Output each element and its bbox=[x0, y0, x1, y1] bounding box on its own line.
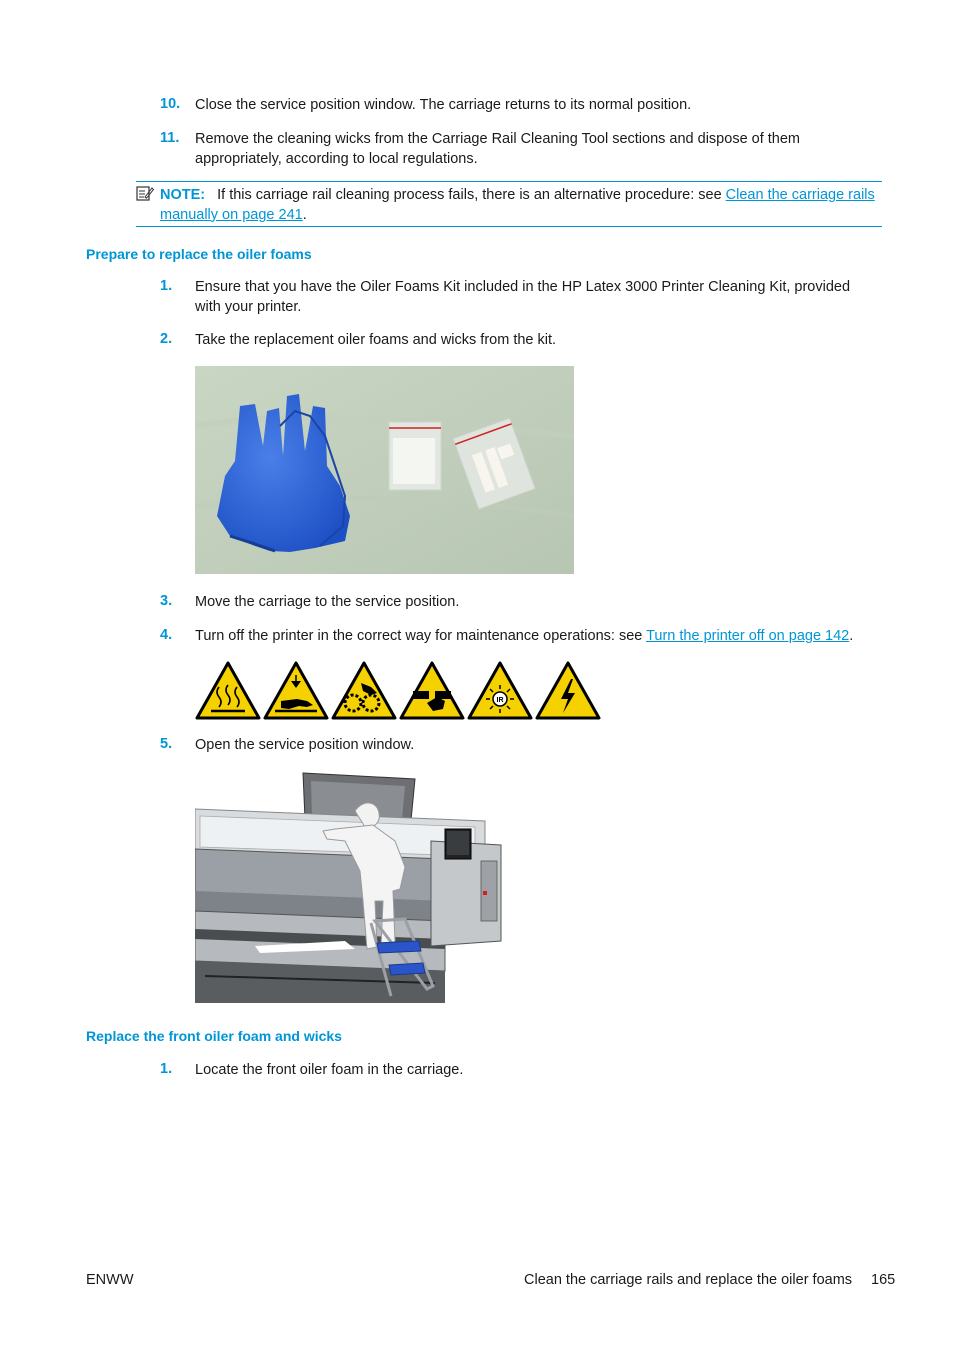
warning-icons-row bbox=[195, 661, 605, 721]
step-number: 2. bbox=[160, 331, 173, 347]
note-icon bbox=[136, 185, 154, 201]
oiler-foams-kit-photo bbox=[195, 366, 574, 574]
infrared-radiation-icon bbox=[467, 661, 533, 720]
turn-printer-off-link[interactable]: Turn the printer off on page 142 bbox=[646, 628, 850, 644]
note-label: NOTE: bbox=[160, 187, 206, 203]
step-text: Locate the front oiler foam in the carriage. bbox=[195, 1062, 464, 1078]
note-end: . bbox=[302, 206, 307, 223]
gear-entanglement-icon bbox=[331, 661, 397, 720]
step-number: 5. bbox=[160, 736, 173, 752]
clean-rails-manually-link[interactable]: Clean the carriage rails manually on page 241 bbox=[160, 187, 875, 223]
step-text: Close the service position window. The carriage returns to its normal position. bbox=[195, 97, 692, 113]
step-number: 3. bbox=[160, 593, 173, 609]
footer-left: ENWW bbox=[86, 1272, 134, 1288]
step-text: Remove the cleaning wicks from the Carriage Rail Cleaning Tool sections and dispose of them appropriately, according to local regulations. bbox=[195, 131, 801, 167]
page-number: 165 bbox=[871, 1272, 896, 1288]
step-text-end: . bbox=[849, 628, 854, 644]
electric-shock-icon bbox=[535, 661, 601, 720]
step-text: Ensure that you have the Oiler Foams Kit included in the HP Latex 3000 Printer Cleaning Kit, provided with your printer. bbox=[195, 279, 851, 315]
pinch-point-icon bbox=[399, 661, 465, 720]
step-text bbox=[195, 627, 885, 647]
step-text: Take the replacement oiler foams and wicks from the kit. bbox=[195, 332, 557, 348]
step-number: 4. bbox=[160, 627, 173, 643]
step-number: 10. bbox=[160, 96, 181, 112]
note-body: If this carriage rail cleaning process fails, there is an alternative procedure: see bbox=[217, 187, 726, 203]
step-number: 1. bbox=[160, 278, 173, 294]
section-heading-replace-front: Replace the front oiler foam and wicks bbox=[86, 1028, 342, 1044]
step-number: 11. bbox=[160, 130, 180, 146]
hot-surface-icon bbox=[195, 661, 261, 720]
footer-section-title: Clean the carriage rails and replace the oiler foams bbox=[524, 1272, 853, 1288]
step-text-body: Turn off the printer in the correct way for maintenance operations: see bbox=[195, 628, 647, 644]
ir-label: IR bbox=[496, 697, 504, 704]
crush-hand-icon bbox=[263, 661, 329, 720]
service-window-illustration bbox=[195, 771, 503, 1003]
note-text bbox=[160, 186, 880, 225]
note-box bbox=[136, 181, 882, 227]
step-text: Open the service position window. bbox=[195, 737, 415, 753]
step-text: Move the carriage to the service position. bbox=[195, 594, 460, 610]
step-number: 1. bbox=[160, 1061, 173, 1077]
section-heading-prepare: Prepare to replace the oiler foams bbox=[86, 246, 312, 262]
